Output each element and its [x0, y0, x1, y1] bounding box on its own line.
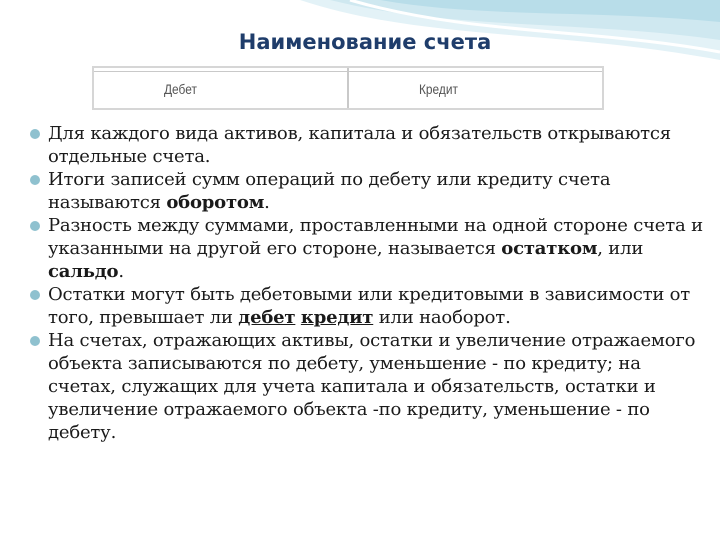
debit-column-label: Дебет [164, 81, 197, 97]
bullet-dot-icon [30, 290, 40, 300]
table-rule [349, 71, 602, 72]
bullet-text-segment: Итоги записей сумм операций по дебету или кредиту счета называются [48, 169, 611, 213]
bullet-text-segment: или наоборот. [373, 307, 511, 328]
bullet-dot-icon [30, 336, 40, 346]
bullet-text-segment: Для каждого вида активов, капитала и обязательств открываются отдельные счета. [48, 123, 671, 167]
debit-column [94, 68, 347, 108]
t-account-table [92, 66, 604, 110]
bullet-item [30, 168, 710, 214]
bullet-text-segment: . [264, 192, 270, 213]
table-rule [94, 71, 347, 72]
bullet-item [30, 329, 710, 444]
bullet-item [30, 122, 710, 168]
bullet-text-segment: дебет [238, 307, 296, 328]
bullet-item [30, 283, 710, 329]
bullet-text-segment: сальдо [48, 261, 119, 282]
bullet-text-segment: На счетах, отражающих активы, остатки и увеличение отражаемого объекта записываются по дебету, уменьшение - по кредиту; на счетах, служащих для учета капитала и обязательств, остатки и увеличение отражаемого объекта -по кредиту, уменьшение - по дебету. [48, 330, 696, 443]
bullet-text-segment: кредит [300, 307, 374, 328]
bullet-dot-icon [30, 175, 40, 185]
credit-column-label: Кредит [419, 81, 458, 97]
slide-title: Наименование счета [238, 30, 492, 54]
bullet-dot-icon [30, 129, 40, 139]
bullet-text-segment: Остатки могут быть дебетовыми или кредитовыми в зависимости от того, превышает ли [48, 284, 691, 328]
bullet-text-segment: . [118, 261, 124, 282]
credit-column [347, 68, 602, 108]
bullet-item [30, 214, 710, 283]
bullet-list [30, 122, 710, 444]
bullet-text-segment: , или [597, 238, 644, 259]
bullet-dot-icon [30, 221, 40, 231]
bullet-text-segment: остатком [501, 238, 598, 259]
bullet-text-segment: Разность между суммами, проставленными на одной стороне счета и указанными на другой его стороне, называется [48, 215, 703, 259]
bullet-text-segment: оборотом [166, 192, 265, 213]
